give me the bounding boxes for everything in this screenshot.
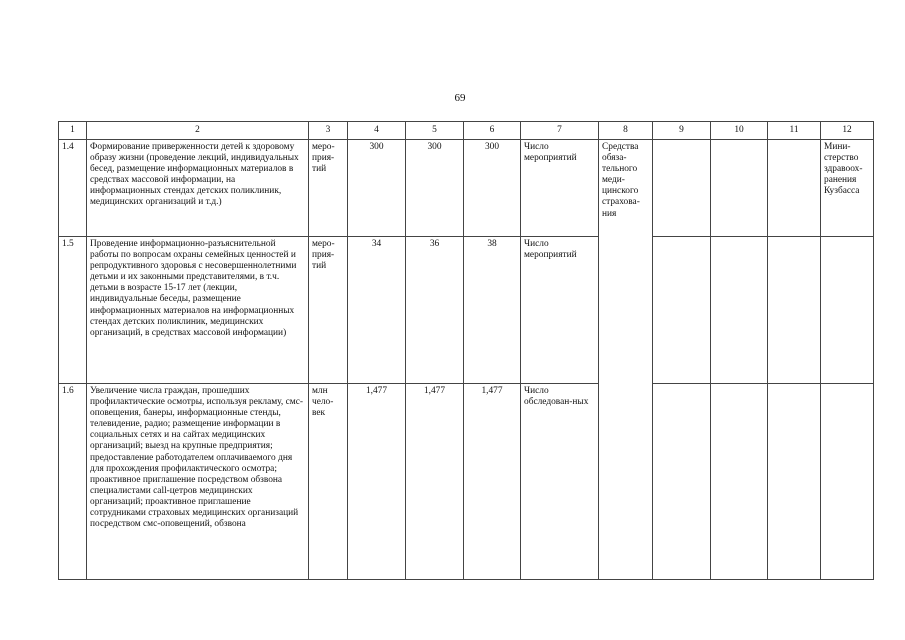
empty-cell xyxy=(768,237,821,384)
value-year-1: 1,477 xyxy=(348,384,406,580)
value-year-3: 38 xyxy=(464,237,521,384)
responsible-cell: Мини-стерство здравоох-ранения Кузбасса xyxy=(821,140,874,237)
empty-cell xyxy=(653,140,711,237)
unit-cell: меро-прия-тий xyxy=(309,140,348,237)
empty-cell xyxy=(711,384,768,580)
value-year-1: 300 xyxy=(348,140,406,237)
empty-cell xyxy=(768,140,821,237)
table-row xyxy=(59,237,874,384)
empty-cell xyxy=(821,237,874,384)
header-cell: 11 xyxy=(768,122,821,140)
measure-name: Увеличение числа граждан, прошедших профилактические осмотры, используя рекламу, смс-оповещения, банеры, информационные стенды, телевидение, радио; размещение информации в социальных сетях и на сайтах медицинских организаций; выезд на крупные предприятия; предоставление работодателем оплачиваемого дня для прохождения профилактического осмотра; проактивное приглашение посредством обзвона специалистами call-цетров медицинских организаций; проактивное приглашение сотрудниками страховых медицинских организаций посредством смс-оповещений, обзвона xyxy=(87,384,309,580)
value-year-1: 34 xyxy=(348,237,406,384)
indicator-cell: Число мероприятий xyxy=(521,140,599,237)
header-cell: 2 xyxy=(87,122,309,140)
header-cell: 8 xyxy=(599,122,653,140)
value-year-3: 1,477 xyxy=(464,384,521,580)
indicator-cell: Число обследован-ных xyxy=(521,384,599,580)
header-cell: 10 xyxy=(711,122,768,140)
header-cell: 1 xyxy=(59,122,87,140)
measures-table xyxy=(58,121,874,580)
value-year-2: 300 xyxy=(406,140,464,237)
indicator-cell: Число мероприятий xyxy=(521,237,599,384)
header-cell: 5 xyxy=(406,122,464,140)
unit-cell: меро-прия-тий xyxy=(309,237,348,384)
header-cell: 6 xyxy=(464,122,521,140)
page-number: 69 xyxy=(454,92,466,104)
unit-cell: млн чело-век xyxy=(309,384,348,580)
empty-cell xyxy=(653,384,711,580)
value-year-2: 1,477 xyxy=(406,384,464,580)
header-cell: 12 xyxy=(821,122,874,140)
empty-cell xyxy=(821,384,874,580)
empty-cell xyxy=(653,237,711,384)
header-cell: 4 xyxy=(348,122,406,140)
value-year-2: 36 xyxy=(406,237,464,384)
measure-name: Формирование приверженности детей к здоровому образу жизни (проведение лекций, индивидуальных бесед, размещение информационных материалов в средствах массовой информации, на информационных стендах детских поликлиник, медицинских организаций и т.д.) xyxy=(87,140,309,237)
value-year-3: 300 xyxy=(464,140,521,237)
empty-cell xyxy=(768,384,821,580)
empty-cell xyxy=(711,140,768,237)
row-number: 1.4 xyxy=(59,140,87,237)
table-row xyxy=(59,140,874,237)
header-cell: 3 xyxy=(309,122,348,140)
empty-cell xyxy=(711,237,768,384)
row-number: 1.5 xyxy=(59,237,87,384)
header-cell: 7 xyxy=(521,122,599,140)
funding-source-cell: Средства обяза-тельного меди-цинского страхова-ния xyxy=(599,140,653,580)
header-row xyxy=(59,122,874,140)
table-row xyxy=(59,384,874,580)
row-number: 1.6 xyxy=(59,384,87,580)
header-cell: 9 xyxy=(653,122,711,140)
measure-name: Проведение информационно-разъяснительной работы по вопросам охраны семейных ценностей и репродуктивного здоровья с несовершеннолетними детьми и их законными представителями, в т.ч. детьми в возрасте 15-17 лет (лекции, индивидуальные беседы, размещение информационных материалов на информационных стендах детских поликлиник, медицинских организаций, в средствах массовой информации) xyxy=(87,237,309,384)
